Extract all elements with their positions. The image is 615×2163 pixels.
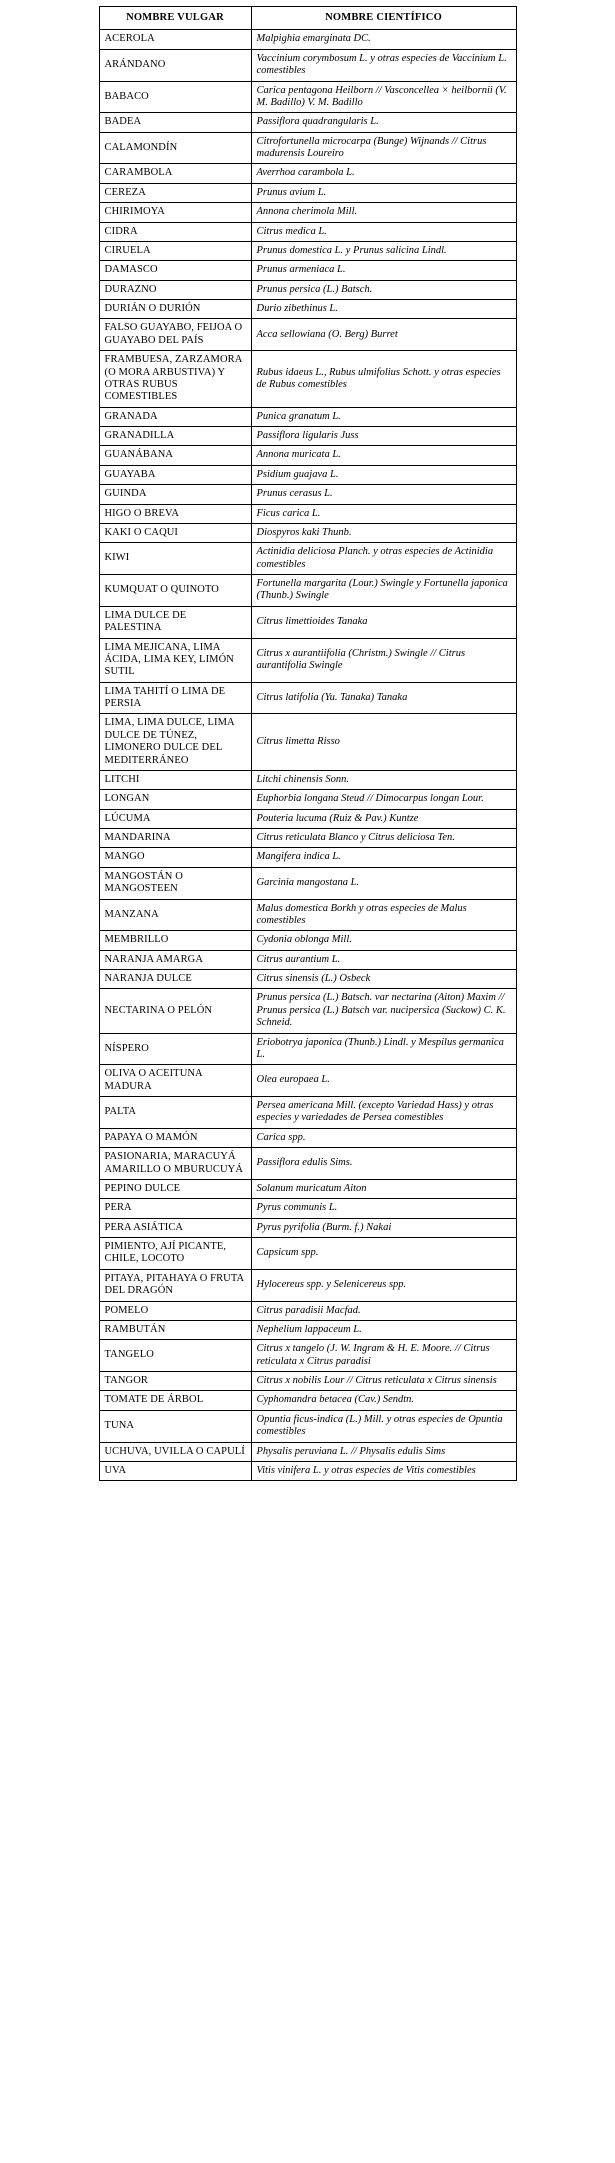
cell-nombre-cientifico: Euphorbia longana Steud // Dimocarpus longan Lour.	[251, 790, 516, 809]
cell-nombre-cientifico: Averrhoa carambola L.	[251, 164, 516, 183]
cell-nombre-cientifico: Prunus persica (L.) Batsch. var nectarina (Aiton) Maxim // Prunus persica (L.) Batsch var. nucipersica (Suckow) C. K. Schneid.	[251, 989, 516, 1033]
cell-nombre-vulgar: HIGO O BREVA	[99, 504, 251, 523]
table-row	[99, 848, 516, 867]
cell-nombre-cientifico: Citrus x tangelo (J. W. Ingram & H. E. Moore. // Citrus reticulata x Citrus paradisi	[251, 1340, 516, 1372]
table-row	[99, 1179, 516, 1198]
cell-nombre-vulgar: PITAYA, PITAHAYA O FRUTA DEL DRAGÓN	[99, 1269, 251, 1301]
cell-nombre-cientifico: Pyrus pyrifolia (Burm. f.) Nakai	[251, 1218, 516, 1237]
table-row	[99, 132, 516, 164]
table-row	[99, 465, 516, 484]
cell-nombre-cientifico: Cyphomandra betacea (Cav.) Sendtn.	[251, 1391, 516, 1410]
cell-nombre-vulgar: MEMBRILLO	[99, 931, 251, 950]
cell-nombre-cientifico: Rubus idaeus L., Rubus ulmifolius Schott. y otras especies de Rubus comestibles	[251, 351, 516, 408]
cell-nombre-cientifico: Opuntia ficus-indica (L.) Mill. y otras especies de Opuntia comestibles	[251, 1410, 516, 1442]
cell-nombre-cientifico: Nephelium lappaceum L.	[251, 1320, 516, 1339]
cell-nombre-cientifico: Carica spp.	[251, 1128, 516, 1147]
cell-nombre-vulgar: GUINDA	[99, 485, 251, 504]
cell-nombre-cientifico: Vaccinium corymbosum L. y otras especies de Vaccinium L. comestibles	[251, 49, 516, 81]
table-row	[99, 1199, 516, 1218]
table-row	[99, 113, 516, 132]
table-row	[99, 1372, 516, 1391]
table-row	[99, 485, 516, 504]
table-row	[99, 989, 516, 1033]
table-row	[99, 638, 516, 682]
cell-nombre-cientifico: Pouteria lucuma (Ruiz & Pav.) Kuntze	[251, 809, 516, 828]
cell-nombre-cientifico: Olea europaea L.	[251, 1065, 516, 1097]
cell-nombre-cientifico: Annona muricata L.	[251, 446, 516, 465]
table-row	[99, 1410, 516, 1442]
cell-nombre-cientifico: Citrus x aurantiifolia (Christm.) Swingle // Citrus aurantifolia Swingle	[251, 638, 516, 682]
cell-nombre-cientifico: Prunus domestica L. y Prunus salicina Lindl.	[251, 241, 516, 260]
cell-nombre-vulgar: TANGELO	[99, 1340, 251, 1372]
cell-nombre-vulgar: NARANJA AMARGA	[99, 950, 251, 969]
cell-nombre-vulgar: GRANADILLA	[99, 427, 251, 446]
table-row	[99, 770, 516, 789]
cell-nombre-vulgar: DURIÁN O DURIÓN	[99, 300, 251, 319]
table-row	[99, 1033, 516, 1065]
cell-nombre-cientifico: Prunus avium L.	[251, 183, 516, 202]
cell-nombre-cientifico: Psidium guajava L.	[251, 465, 516, 484]
cell-nombre-cientifico: Capsicum spp.	[251, 1238, 516, 1270]
cell-nombre-vulgar: LONGAN	[99, 790, 251, 809]
cell-nombre-vulgar: RAMBUTÁN	[99, 1320, 251, 1339]
cell-nombre-vulgar: UCHUVA, UVILLA O CAPULÍ	[99, 1442, 251, 1461]
cell-nombre-vulgar: FALSO GUAYABO, FEIJOA O GUAYABO DEL PAÍS	[99, 319, 251, 351]
cell-nombre-vulgar: GRANADA	[99, 407, 251, 426]
table-row	[99, 351, 516, 408]
cell-nombre-vulgar: LIMA DULCE DE PALESTINA	[99, 606, 251, 638]
cell-nombre-cientifico: Persea americana Mill. (excepto Variedad Hass) y otras especies y variedades de Persea comestibles	[251, 1097, 516, 1129]
table-row	[99, 446, 516, 465]
cell-nombre-vulgar: KIWI	[99, 543, 251, 575]
column-header-nombre-vulgar: NOMBRE VULGAR	[99, 7, 251, 30]
table-row	[99, 49, 516, 81]
cell-nombre-vulgar: TUNA	[99, 1410, 251, 1442]
fruit-names-table	[99, 6, 517, 1481]
cell-nombre-vulgar: PERA	[99, 1199, 251, 1218]
cell-nombre-vulgar: PALTA	[99, 1097, 251, 1129]
table-row	[99, 81, 516, 113]
cell-nombre-vulgar: DAMASCO	[99, 261, 251, 280]
cell-nombre-vulgar: CHIRIMOYA	[99, 203, 251, 222]
column-header-nombre-cientifico: NOMBRE CIENTÍFICO	[251, 7, 516, 30]
cell-nombre-cientifico: Hylocereus spp. y Selenicereus spp.	[251, 1269, 516, 1301]
cell-nombre-cientifico: Pyrus communis L.	[251, 1199, 516, 1218]
cell-nombre-cientifico: Malpighia emarginata DC.	[251, 30, 516, 49]
cell-nombre-vulgar: OLIVA O ACEITUNA MADURA	[99, 1065, 251, 1097]
cell-nombre-cientifico: Passiflora ligularis Juss	[251, 427, 516, 446]
cell-nombre-cientifico: Durio zibethinus L.	[251, 300, 516, 319]
cell-nombre-cientifico: Actinidia deliciosa Planch. y otras especies de Actinidia comestibles	[251, 543, 516, 575]
table-row	[99, 1269, 516, 1301]
cell-nombre-vulgar: MANZANA	[99, 899, 251, 931]
cell-nombre-cientifico: Diospyros kaki Thunb.	[251, 523, 516, 542]
cell-nombre-cientifico: Malus domestica Borkh y otras especies de Malus comestibles	[251, 899, 516, 931]
table-row	[99, 543, 516, 575]
cell-nombre-vulgar: MANDARINA	[99, 829, 251, 848]
cell-nombre-vulgar: GUAYABA	[99, 465, 251, 484]
table-row	[99, 523, 516, 542]
cell-nombre-cientifico: Citrus x nobilis Lour // Citrus reticulata x Citrus sinensis	[251, 1372, 516, 1391]
table-row	[99, 867, 516, 899]
cell-nombre-cientifico: Citrus limettioides Tanaka	[251, 606, 516, 638]
cell-nombre-vulgar: NARANJA DULCE	[99, 970, 251, 989]
cell-nombre-cientifico: Citrus latifolia (Yu. Tanaka) Tanaka	[251, 682, 516, 714]
table-row	[99, 606, 516, 638]
cell-nombre-cientifico: Citrus medica L.	[251, 222, 516, 241]
cell-nombre-vulgar: PAPAYA O MAMÓN	[99, 1128, 251, 1147]
table-header	[99, 7, 516, 30]
cell-nombre-vulgar: KUMQUAT O QUINOTO	[99, 575, 251, 607]
cell-nombre-cientifico: Prunus cerasus L.	[251, 485, 516, 504]
cell-nombre-vulgar: KAKI O CAQUI	[99, 523, 251, 542]
cell-nombre-cientifico: Litchi chinensis Sonn.	[251, 770, 516, 789]
cell-nombre-vulgar: TANGOR	[99, 1372, 251, 1391]
cell-nombre-vulgar: LÚCUMA	[99, 809, 251, 828]
table-row	[99, 1238, 516, 1270]
cell-nombre-vulgar: POMELO	[99, 1301, 251, 1320]
cell-nombre-vulgar: BABACO	[99, 81, 251, 113]
cell-nombre-cientifico: Citrus paradisii Macfad.	[251, 1301, 516, 1320]
cell-nombre-cientifico: Physalis peruviana L. // Physalis edulis Sims	[251, 1442, 516, 1461]
cell-nombre-cientifico: Annona cherimola Mill.	[251, 203, 516, 222]
cell-nombre-vulgar: CALAMONDÍN	[99, 132, 251, 164]
cell-nombre-cientifico: Ficus carica L.	[251, 504, 516, 523]
cell-nombre-vulgar: PEPINO DULCE	[99, 1179, 251, 1198]
table-row	[99, 931, 516, 950]
table-row	[99, 714, 516, 771]
cell-nombre-cientifico: Fortunella margarita (Lour.) Swingle y Fortunella japonica (Thunb.) Swingle	[251, 575, 516, 607]
cell-nombre-vulgar: CARAMBOLA	[99, 164, 251, 183]
table-row	[99, 970, 516, 989]
table-row	[99, 1301, 516, 1320]
cell-nombre-vulgar: LIMA, LIMA DULCE, LIMA DULCE DE TÚNEZ, LIMONERO DULCE DEL MEDITERRÁNEO	[99, 714, 251, 771]
cell-nombre-cientifico: Citrofortunella microcarpa (Bunge) Wijnands // Citrus madurensis Loureiro	[251, 132, 516, 164]
table-row	[99, 1148, 516, 1180]
table-row	[99, 261, 516, 280]
table-row	[99, 790, 516, 809]
cell-nombre-cientifico: Citrus reticulata Blanco y Citrus deliciosa Ten.	[251, 829, 516, 848]
cell-nombre-cientifico: Citrus limetta Risso	[251, 714, 516, 771]
cell-nombre-cientifico: Citrus aurantium L.	[251, 950, 516, 969]
table-row	[99, 1128, 516, 1147]
table-row	[99, 950, 516, 969]
cell-nombre-vulgar: ARÁNDANO	[99, 49, 251, 81]
cell-nombre-cientifico: Punica granatum L.	[251, 407, 516, 426]
cell-nombre-cientifico: Carica pentagona Heilborn // Vasconcellea × heilbornii (V. M. Badillo) V. M. Badillo	[251, 81, 516, 113]
table-row	[99, 203, 516, 222]
cell-nombre-cientifico: Prunus persica (L.) Batsch.	[251, 280, 516, 299]
cell-nombre-vulgar: PERA ASIÁTICA	[99, 1218, 251, 1237]
cell-nombre-vulgar: PIMIENTO, AJÍ PICANTE, CHILE, LOCOTO	[99, 1238, 251, 1270]
table-row	[99, 1391, 516, 1410]
cell-nombre-vulgar: DURAZNO	[99, 280, 251, 299]
table-row	[99, 427, 516, 446]
cell-nombre-vulgar: LITCHI	[99, 770, 251, 789]
cell-nombre-vulgar: CIDRA	[99, 222, 251, 241]
table-body	[99, 30, 516, 1481]
table-row	[99, 30, 516, 49]
table-row	[99, 899, 516, 931]
table-row	[99, 829, 516, 848]
cell-nombre-cientifico: Vitis vinifera L. y otras especies de Vitis comestibles	[251, 1461, 516, 1480]
table-row	[99, 1340, 516, 1372]
table-row	[99, 504, 516, 523]
table-row	[99, 1097, 516, 1129]
cell-nombre-vulgar: PASIONARIA, MARACUYÁ AMARILLO O MBURUCUYÁ	[99, 1148, 251, 1180]
cell-nombre-vulgar: LIMA MEJICANA, LIMA ÁCIDA, LIMA KEY, LIMÓN SUTIL	[99, 638, 251, 682]
table-row	[99, 1218, 516, 1237]
table-row	[99, 1442, 516, 1461]
cell-nombre-cientifico: Prunus armeniaca L.	[251, 261, 516, 280]
cell-nombre-vulgar: ACEROLA	[99, 30, 251, 49]
cell-nombre-cientifico: Solanum muricatum Aiton	[251, 1179, 516, 1198]
cell-nombre-cientifico: Mangifera indica L.	[251, 848, 516, 867]
cell-nombre-vulgar: BADEA	[99, 113, 251, 132]
cell-nombre-vulgar: CIRUELA	[99, 241, 251, 260]
table-row	[99, 575, 516, 607]
table-row	[99, 241, 516, 260]
table-row	[99, 1065, 516, 1097]
table-row	[99, 183, 516, 202]
cell-nombre-cientifico: Passiflora edulis Sims.	[251, 1148, 516, 1180]
cell-nombre-vulgar: NECTARINA O PELÓN	[99, 989, 251, 1033]
table-row	[99, 222, 516, 241]
cell-nombre-cientifico: Citrus sinensis (L.) Osbeck	[251, 970, 516, 989]
cell-nombre-vulgar: CEREZA	[99, 183, 251, 202]
table-row	[99, 300, 516, 319]
cell-nombre-vulgar: LIMA TAHITÍ O LIMA DE PERSIA	[99, 682, 251, 714]
table-row	[99, 682, 516, 714]
table-row	[99, 809, 516, 828]
table-header-row	[99, 7, 516, 30]
table-row	[99, 407, 516, 426]
cell-nombre-cientifico: Cydonia oblonga Mill.	[251, 931, 516, 950]
table-row	[99, 1320, 516, 1339]
cell-nombre-cientifico: Passiflora quadrangularis L.	[251, 113, 516, 132]
cell-nombre-vulgar: FRAMBUESA, ZARZAMORA (O MORA ARBUSTIVA) Y OTRAS RUBUS COMESTIBLES	[99, 351, 251, 408]
cell-nombre-vulgar: NÍSPERO	[99, 1033, 251, 1065]
cell-nombre-vulgar: UVA	[99, 1461, 251, 1480]
table-row	[99, 280, 516, 299]
cell-nombre-vulgar: MANGOSTÁN O MANGOSTEEN	[99, 867, 251, 899]
cell-nombre-cientifico: Eriobotrya japonica (Thunb.) Lindl. y Mespilus germanica L.	[251, 1033, 516, 1065]
table-row	[99, 1461, 516, 1480]
table-row	[99, 164, 516, 183]
cell-nombre-vulgar: TOMATE DE ÁRBOL	[99, 1391, 251, 1410]
cell-nombre-vulgar: MANGO	[99, 848, 251, 867]
table-row	[99, 319, 516, 351]
cell-nombre-cientifico: Acca sellowiana (O. Berg) Burret	[251, 319, 516, 351]
cell-nombre-cientifico: Garcinia mangostana L.	[251, 867, 516, 899]
cell-nombre-vulgar: GUANÁBANA	[99, 446, 251, 465]
